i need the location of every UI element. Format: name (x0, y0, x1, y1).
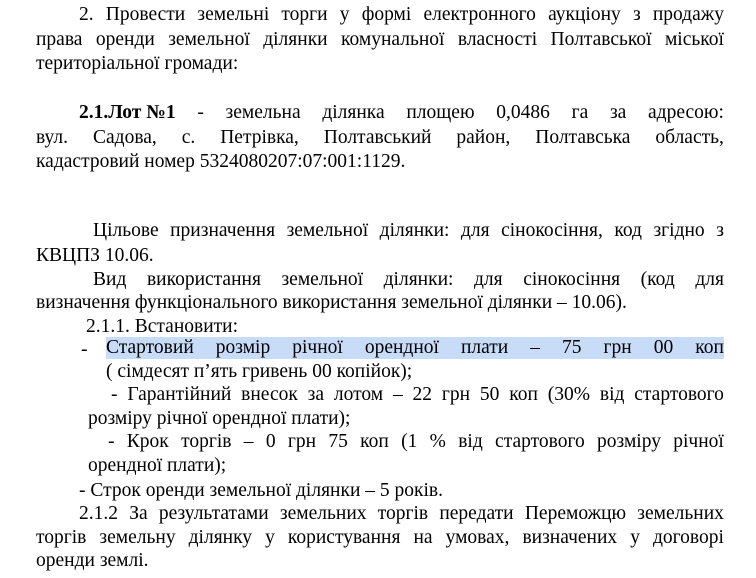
word: використання (146, 269, 261, 290)
word: 0 (265, 431, 276, 452)
word: 00 (653, 337, 674, 358)
word: передати (439, 503, 514, 524)
word: 75 (328, 431, 348, 452)
word: земельну (99, 527, 176, 548)
word: область, (655, 127, 724, 148)
word: 2. (79, 4, 94, 25)
word: у (265, 527, 275, 548)
word: земельних (279, 503, 367, 524)
word: (30% (547, 384, 591, 405)
word: користування (287, 527, 401, 548)
word: договорі (653, 527, 724, 548)
word: ділянка (322, 102, 385, 123)
para212-line2 (36, 527, 724, 549)
word: грн (603, 337, 632, 358)
word: власності (457, 29, 538, 50)
word: для (460, 220, 490, 241)
lot-line1 (79, 102, 724, 124)
word: грн (441, 384, 471, 405)
word: оренди (95, 29, 155, 50)
word: (1 (401, 431, 418, 452)
word: – (530, 337, 540, 358)
word: % (429, 431, 446, 452)
word: за (609, 102, 627, 123)
word: Переможцю (524, 503, 627, 524)
word: орендної (364, 337, 439, 358)
word: ділянки (263, 29, 328, 50)
word: 0,0486 (496, 102, 550, 123)
word: земельна (225, 102, 301, 123)
word: стартового (634, 384, 724, 405)
word: Полтавської (550, 29, 652, 50)
word: торгів (377, 503, 429, 524)
word: Петрівка, (220, 127, 299, 148)
word: земельної (168, 29, 250, 50)
word: з (716, 220, 724, 241)
word: розмір (215, 337, 271, 358)
item4: - Строк оренди земельної ділянки – 5 років. (79, 480, 443, 501)
establish-heading: 2.1.1. Встановити: (86, 316, 239, 337)
word: у (339, 4, 350, 25)
word: земельні (197, 4, 270, 25)
word: Провести (105, 4, 186, 25)
word: річної (673, 431, 724, 452)
item2-line2: розміру річної орендної плати); (88, 408, 351, 429)
word: – (392, 384, 403, 405)
word: 22 (412, 384, 433, 405)
word: ділянки: (383, 269, 454, 290)
word: комунальної (341, 29, 445, 50)
word: з (632, 4, 641, 25)
word: ділянки: (379, 220, 450, 241)
word: торгів (36, 527, 87, 548)
word: коп (509, 384, 538, 405)
word: 50 (479, 384, 500, 405)
word: торгів (181, 431, 232, 452)
item3-line1 (108, 431, 724, 453)
item3-line2: орендної плати); (88, 455, 227, 476)
word: на (413, 527, 433, 548)
word: код (614, 220, 642, 241)
para1-line2 (36, 29, 724, 51)
word: у (630, 527, 640, 548)
word: визначених (522, 527, 618, 548)
word: для (695, 269, 724, 290)
word: земельної (281, 269, 364, 290)
word: внесок (241, 384, 298, 405)
word: грн (287, 431, 317, 452)
word: плати (460, 337, 509, 358)
word: 2.1.2 (79, 503, 118, 524)
para1-line1 (79, 4, 724, 26)
word: електронного (423, 4, 536, 25)
word: за (307, 384, 325, 405)
word: призначення (170, 220, 276, 241)
word: розміру (597, 431, 661, 452)
word: для (474, 269, 503, 290)
word: земельних (637, 503, 724, 524)
word: Стартовий (106, 337, 194, 358)
word: права (36, 29, 83, 50)
word: - (111, 384, 118, 405)
word: район, (456, 127, 511, 148)
word: торги (281, 4, 328, 25)
word: умовах, (445, 527, 510, 548)
word: коп (360, 431, 389, 452)
word: Крок (126, 431, 169, 452)
para212-line1 (79, 503, 724, 525)
word: - (197, 102, 204, 123)
word: сінокосіння (523, 269, 621, 290)
word: Гарантійний (127, 384, 232, 405)
word: аукціону (548, 4, 621, 25)
word: міської (664, 29, 724, 50)
word: За (129, 503, 148, 524)
word: - (108, 431, 115, 452)
word: га (571, 102, 589, 123)
usage-line2: визначення функціонального використання земельної ділянки – 10.06). (36, 292, 627, 313)
lot-title: 2.1.Лот №1 (79, 102, 176, 123)
word: Садова, (92, 127, 157, 148)
word: земельної (286, 220, 369, 241)
word: результатами (158, 503, 269, 524)
item2-line1 (111, 384, 724, 406)
word: Полтавський (323, 127, 432, 148)
word: Полтавська (535, 127, 631, 148)
lot-line2 (36, 127, 724, 149)
word: ділянку (188, 527, 253, 548)
para212-line3: оренди землі. (36, 550, 149, 571)
word: сінокосіння, (501, 220, 603, 241)
word: річної (292, 337, 343, 358)
para1-line3: територіальної громади: (36, 53, 239, 74)
word: адресою: (648, 102, 724, 123)
purpose-line2: КВЦПЗ 10.06. (36, 245, 154, 266)
word: Цільове (93, 220, 159, 241)
item1-dash: - (81, 339, 88, 360)
word: стартового (495, 431, 585, 452)
word: с. (181, 127, 196, 148)
purpose-line1 (93, 220, 724, 242)
word: – (243, 431, 254, 452)
word: згідно (653, 220, 705, 241)
item1-line1-selection[interactable] (106, 337, 724, 359)
word: від (599, 384, 625, 405)
word: формі (361, 4, 412, 25)
usage-line1 (93, 269, 724, 291)
word: 75 (562, 337, 582, 358)
word: площею (406, 102, 475, 123)
word: коп (695, 337, 724, 358)
item1-line2: ( сімдесят п’ять гривень 00 копійок); (106, 361, 413, 382)
word: Вид (93, 269, 127, 290)
word: продажу (652, 4, 724, 25)
lot-line3: кадастровий номер 5324080207:07:001:1129. (36, 151, 406, 172)
word: вул. (36, 127, 69, 148)
word: від (458, 431, 483, 452)
word: лотом (333, 384, 384, 405)
word: (код (640, 269, 675, 290)
